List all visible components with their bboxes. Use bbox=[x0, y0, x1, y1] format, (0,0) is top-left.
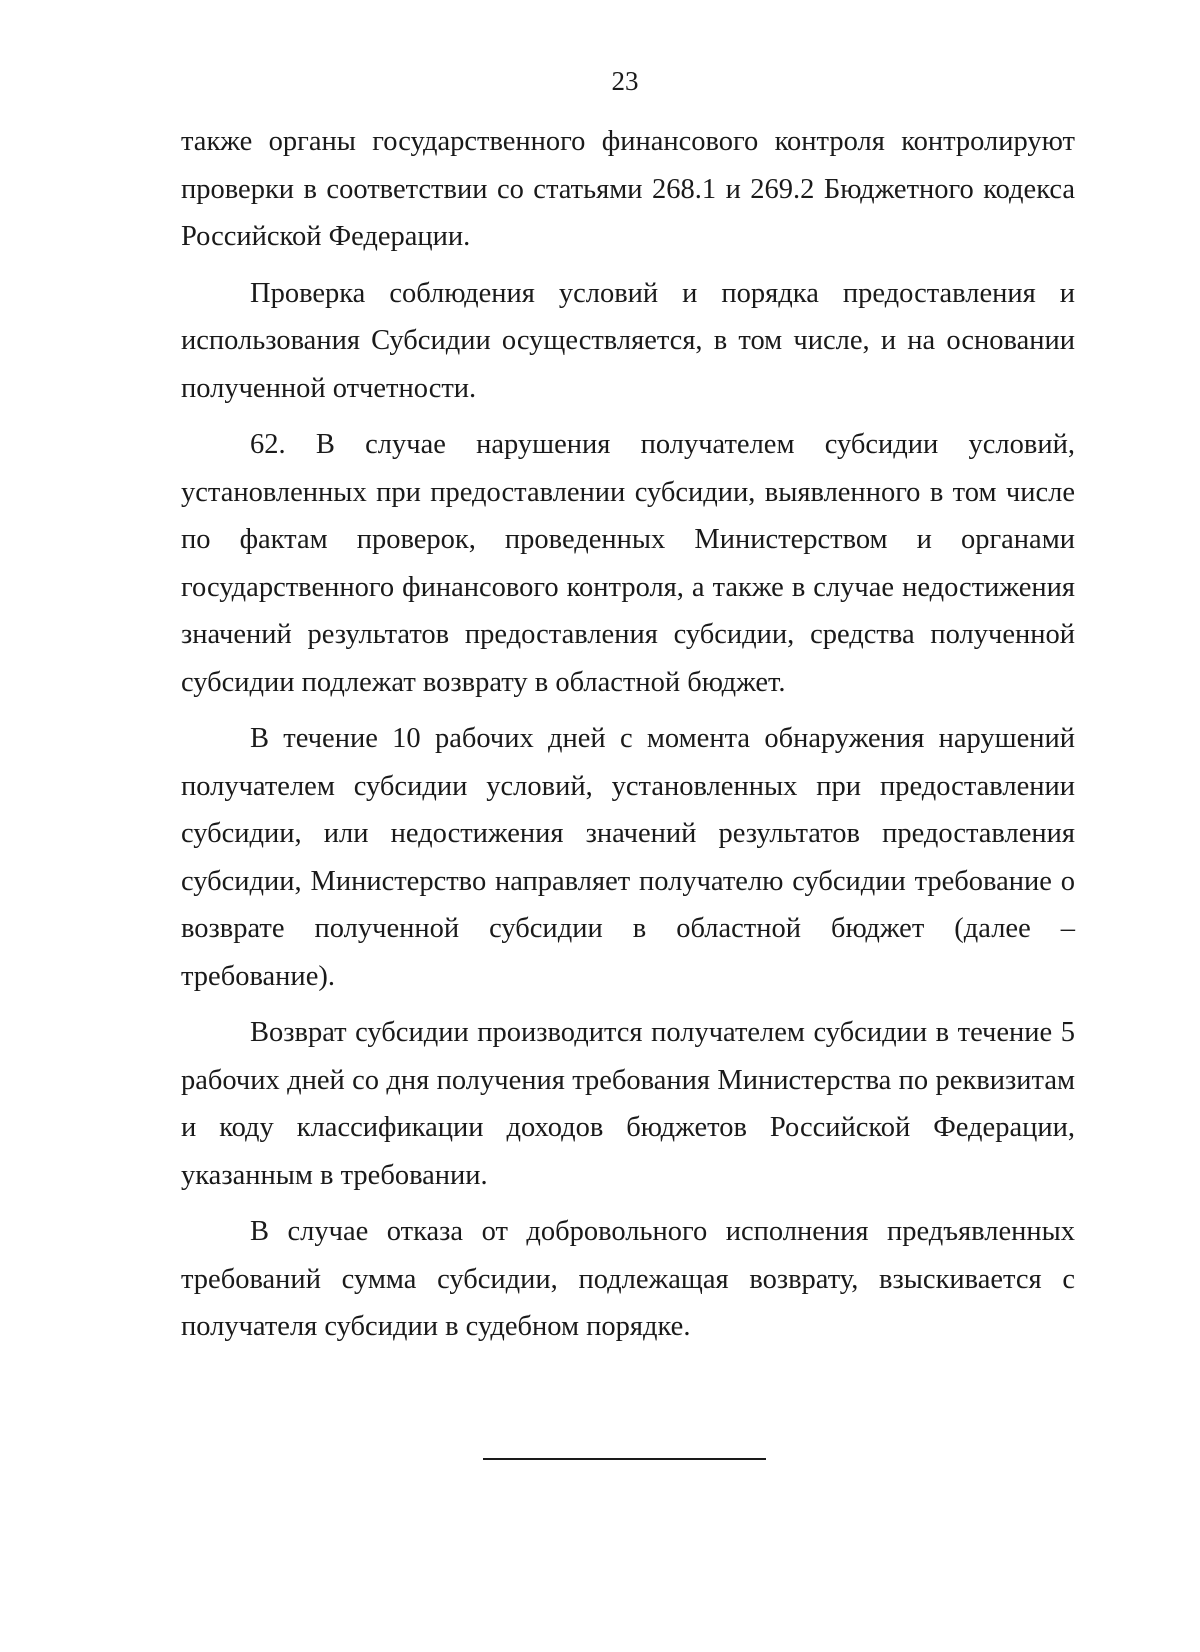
paragraph-continuation: также органы государственного финансового контроля контролируют проверки в соответствии со статьями 268.1 и 269.2 Бюджетного кодекса Российской Федерации. bbox=[181, 126, 1075, 252]
page-number: 23 bbox=[611, 66, 639, 96]
paragraph-judicial-recovery: В случае отказа от добровольного исполнения предъявленных требований сумма субсидии, подлежащая возврату, взыскивается с получателя субсидии в судебном порядке. bbox=[181, 1216, 1075, 1342]
paragraph-inspection: Проверка соблюдения условий и порядка предоставления и использования Субсидии осуществляется, в том числе, и на основании полученной отчетности. bbox=[181, 277, 1075, 404]
paragraph-clause-62: 62. В случае нарушения получателем субсидии условий, установленных при предоставлении субсидии, выявленного в том числе по фактам проверок, проведенных Министерством и органами государственного финансового контроля, а также в случае недостижения значений результатов предоставления субсидии, средства полученной субсидии подлежат возврату в областной бюджет. bbox=[181, 429, 1075, 698]
document-body bbox=[181, 118, 1075, 1360]
end-of-document-rule bbox=[483, 1458, 766, 1460]
paragraph-requirement-notice: В течение 10 рабочих дней с момента обнаружения нарушений получателем субсидии условий, установленных при предоставлении субсидии, или недостижения значений результатов предоставления субсидии, Министерство направляет получателю субсидии требование о возврате полученной субсидии в областной бюджет (далее – требование). bbox=[181, 723, 1075, 992]
paragraph-refund-terms: Возврат субсидии производится получателем субсидии в течение 5 рабочих дней со дня получения требования Министерства по реквизитам и коду классификации доходов бюджетов Российской Федерации, указанным в требовании. bbox=[181, 1017, 1075, 1191]
